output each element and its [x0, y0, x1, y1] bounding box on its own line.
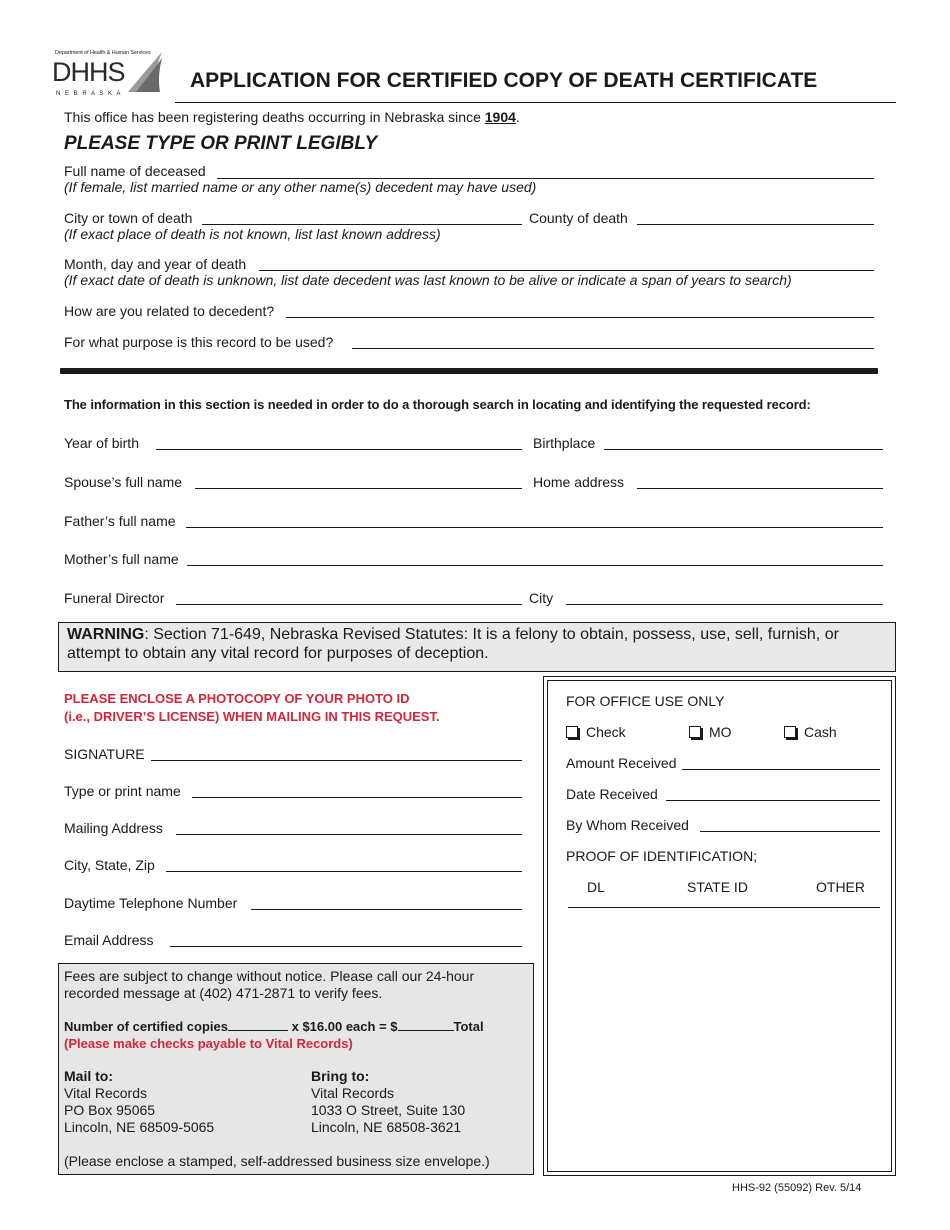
spouse-label: Spouse’s full name [64, 474, 183, 490]
print-name-label: Type or print name [64, 783, 181, 799]
proof-label: PROOF OF IDENTIFICATION; [566, 848, 758, 864]
checkbox-icon[interactable] [784, 726, 796, 738]
city-of-death-note: (If exact place of death is not known, list last known address) [64, 226, 441, 242]
mailing-address-label: Mailing Address [64, 820, 163, 836]
warning-text: : Section 71-649, Nebraska Revised Statutes: It is a felony to obtain, possess, use, sell, furnish, or attempt to obtain any vital record for purposes of deception. [67, 626, 839, 662]
phone-label: Daytime Telephone Number [64, 895, 238, 911]
city-state-zip-field[interactable] [166, 871, 522, 872]
relation-field[interactable] [286, 317, 874, 318]
proof-other: OTHER [816, 879, 865, 895]
year-of-birth-field[interactable] [156, 449, 522, 450]
payment-check[interactable]: Check [566, 724, 626, 741]
birthplace-field[interactable] [604, 449, 883, 450]
birthplace-label: Birthplace [533, 435, 596, 451]
spouse-field[interactable] [195, 488, 522, 489]
mail-to-line: PO Box 95065 [64, 1102, 156, 1118]
section-divider [60, 368, 878, 374]
warning-label: WARNING [67, 626, 145, 643]
funeral-director-field[interactable] [176, 604, 522, 605]
payment-cash[interactable]: Cash [784, 724, 837, 741]
city-of-death-field[interactable] [202, 224, 522, 225]
father-label: Father’s full name [64, 513, 176, 529]
checkbox-icon[interactable] [566, 726, 578, 738]
proof-field[interactable] [568, 907, 880, 908]
form-title: APPLICATION FOR CERTIFIED COPY OF DEATH CERTIFICATE [190, 69, 818, 92]
home-address-label: Home address [533, 474, 625, 490]
intro-year: 1904 [484, 109, 516, 125]
city-state-zip-label: City, State, Zip [64, 857, 155, 873]
mother-field[interactable] [187, 565, 883, 566]
copies-line: Number of certified copies x $16.00 each = $ Total [64, 1019, 484, 1034]
dhhs-logo [52, 50, 157, 100]
warning-box [58, 622, 896, 672]
print-instruction: PLEASE TYPE OR PRINT LEGIBLY [64, 133, 378, 154]
form-number: HHS-92 (55092) Rev. 5/14 [732, 1182, 862, 1194]
mail-to-block: Mail to: Vital Records PO Box 95065 Lincoln, NE 68509-5065 [64, 1068, 215, 1135]
date-of-death-note: (If exact date of death is unknown, list date decedent was last known to be alive or indicate a span of years to search) [64, 272, 792, 288]
mother-label: Mother’s full name [64, 551, 179, 567]
proof-state-id: STATE ID [687, 879, 748, 895]
father-field[interactable] [186, 527, 883, 528]
photo-id-notice: PLEASE ENCLOSE A PHOTOCOPY OF YOUR PHOTO ID (i.e., DRIVER’S LICENSE) WHEN MAILING IN THIS REQUEST. [64, 691, 440, 724]
bring-to-line: Lincoln, NE 68508-3621 [311, 1119, 462, 1135]
email-field[interactable] [170, 946, 522, 947]
date-received-field[interactable] [666, 800, 880, 801]
intro-text: This office has been registering deaths occurring in Nebraska since 1904. [64, 109, 520, 125]
county-of-death-field[interactable] [637, 224, 874, 225]
payable-note: (Please make checks payable to Vital Records) [64, 1036, 353, 1051]
date-of-death-label: Month, day and year of death [64, 256, 247, 272]
email-label: Email Address [64, 932, 154, 948]
amount-received-label: Amount Received [566, 755, 677, 771]
funeral-city-label: City [529, 590, 554, 606]
office-use-box [543, 676, 896, 1176]
date-received-label: Date Received [566, 786, 658, 802]
bring-to-block: Bring to: Vital Records 1033 O Street, Suite 130 Lincoln, NE 68508-3621 [311, 1068, 466, 1135]
date-of-death-field[interactable] [259, 270, 874, 271]
logo-swoosh-icon [126, 50, 166, 95]
proof-dl: DL [587, 879, 605, 895]
search-intro: The information in this section is needed in order to do a thorough search in locating and identifying the requested record: [64, 397, 811, 412]
logo-text: DHHS [52, 57, 125, 87]
city-of-death-label: City or town of death [64, 210, 193, 226]
bring-to-line: 1033 O Street, Suite 130 [311, 1102, 466, 1118]
header-rule [175, 102, 896, 103]
mail-to-line: Vital Records [64, 1085, 148, 1101]
fees-notice: Fees are subject to change without notice. Please call our 24-hour recorded message at (402) 471-2871 to verify fees. [64, 968, 475, 1001]
county-of-death-label: County of death [529, 210, 628, 226]
bring-to-line: Vital Records [311, 1085, 395, 1101]
copies-count-field[interactable] [228, 1019, 288, 1031]
funeral-city-field[interactable] [566, 604, 883, 605]
logo-state: N E B R A S K A [56, 91, 122, 97]
office-title: FOR OFFICE USE ONLY [566, 693, 725, 709]
purpose-field[interactable] [352, 348, 874, 349]
relation-label: How are you related to decedent? [64, 303, 275, 319]
by-whom-label: By Whom Received [566, 817, 689, 833]
checkbox-icon[interactable] [689, 726, 701, 738]
purpose-label: For what purpose is this record to be used? [64, 334, 334, 350]
agency-name: Department of Health & Human Services [55, 50, 151, 56]
full-name-note: (If female, list married name or any other name(s) decedent may have used) [64, 179, 537, 195]
by-whom-field[interactable] [700, 831, 880, 832]
mailing-address-field[interactable] [176, 834, 522, 835]
total-amount-field[interactable] [398, 1019, 454, 1031]
mail-to-line: Lincoln, NE 68509-5065 [64, 1119, 215, 1135]
signature-label: SIGNATURE [64, 746, 145, 762]
full-name-label: Full name of deceased [64, 163, 206, 179]
envelope-note: (Please enclose a stamped, self-addressed business size envelope.) [64, 1153, 490, 1169]
year-of-birth-label: Year of birth [64, 435, 139, 451]
home-address-field[interactable] [637, 488, 883, 489]
signature-field[interactable] [151, 760, 522, 761]
fees-box [58, 963, 534, 1175]
phone-field[interactable] [251, 909, 522, 910]
amount-received-field[interactable] [682, 769, 880, 770]
print-name-field[interactable] [192, 797, 522, 798]
payment-mo[interactable]: MO [689, 724, 732, 741]
funeral-director-label: Funeral Director [64, 590, 165, 606]
